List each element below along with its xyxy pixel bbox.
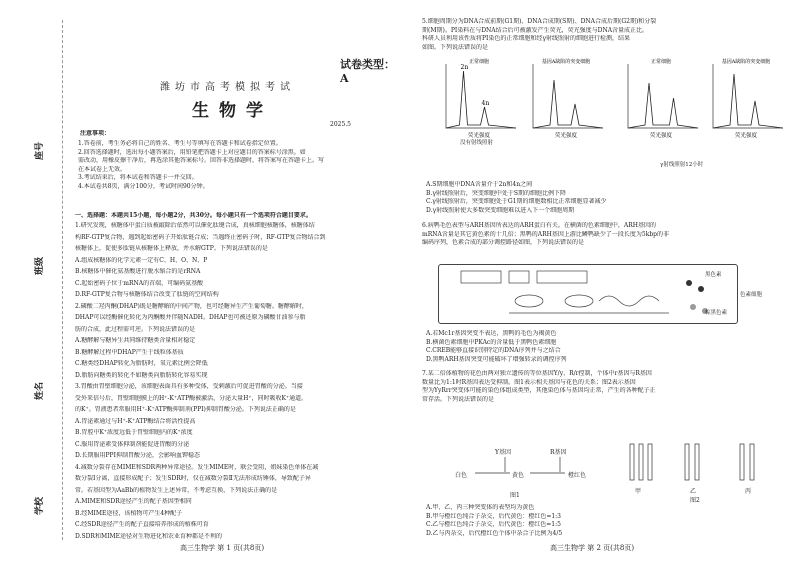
regulator-box xyxy=(537,271,587,283)
label-name: 姓名 xyxy=(35,381,45,400)
text-line: 期(M期)。PI染料在与DNA结合后可被激发产生荧光，荧光强度与DNA含量成正比。 xyxy=(422,26,649,34)
text-line: C.γ射线照射后，突变细胞处于G1期的细胞数相比正常细胞显著减少 xyxy=(426,198,607,206)
chromosome xyxy=(750,444,754,480)
melanin-granule xyxy=(686,280,692,286)
text-line: DHAP可以经酶催化转化为丙酮酸并伴随NADH。DHAP也可被还原为磷酸甘油参与脂 xyxy=(75,314,306,321)
page-footer: 高三生物学 第 2 页(共8页) xyxy=(550,544,635,552)
text-line: 受外来信号后，胃壁细胞膜上的H⁺-K⁺ATP酶被激活，分泌大量H⁺，同时吸收K⁺通道。 xyxy=(75,394,308,402)
exam-title: 潍坊市高考模拟考试 xyxy=(160,82,295,93)
text-line: 5.细胞周期分为DNA合成前期(G1期)、DNA合成期(S期)、DNA合成后期(G2期)和分裂 xyxy=(422,18,657,25)
text-line: 肪的合成，此过程需可逆。下列说法错误的是 xyxy=(75,325,196,333)
text-line: 数分裂Ⅰ分离，直接形成配子；发生SDR时，仅在减数分裂Ⅱ无法形成纺锤体，导致配子异 xyxy=(75,475,311,482)
q5-caption-no-radiation: 没有射线照射 xyxy=(460,140,494,146)
chart-title: 基因A缺陷的突变细胞 xyxy=(541,59,591,65)
peak-label: 4n xyxy=(481,100,490,107)
text-line: 2.磷酸二羟丙酮(DHAP)既是糖酵解的中间产物，也可经糖异生产生葡萄糖。糖酵解时， xyxy=(75,302,308,310)
chart-title: 正常细胞 xyxy=(650,59,672,65)
chromosome xyxy=(639,444,643,480)
text-line: 1.研究发现，核糖体中蛋白质被敲除后依然可以催化肽键合成，真核细胞核糖体，核糖体结 xyxy=(75,222,315,229)
text-line: D.黑鸭ARH基因突变可能破坏了增强转录的调控序列 xyxy=(426,355,567,363)
type-jia xyxy=(630,444,652,480)
histogram-line xyxy=(628,83,698,128)
chromosome xyxy=(695,444,699,480)
fig2-label-bing: 丙 xyxy=(745,488,752,495)
text-line: 4.减数分裂存在MIME和SDR两种异常途径。发生MIME时，联会受阻，姐妹染色单体在减 xyxy=(75,463,319,471)
text-line: 3.胃酸由胃壁细胞分泌，该细胞表面具有多种受体，受刺激后可促进胃酸的分泌。当接 xyxy=(75,383,303,390)
exam-type: 试卷类型：A xyxy=(340,58,395,85)
label-school: 学校 xyxy=(35,496,45,515)
text-line: D.乙与丙杂交，后代橙红色个体中杂合子比例为4/5 xyxy=(426,529,563,537)
text-line: C.服用胃泌素受体抑制剂能促进胃酸的分泌 xyxy=(75,440,190,448)
peak-label: 2n xyxy=(460,64,469,71)
q6-pathway-diagram xyxy=(438,264,738,324)
fig2-label-yi: 乙 xyxy=(690,488,697,495)
text-line: C.CREB能够直接识别特定的DNA序列并与之结合 xyxy=(426,347,561,355)
text-line: D.SDR和MIME途径对生物进化和农业育种都是不利的 xyxy=(75,532,222,540)
pheomelanin-granule xyxy=(690,304,696,310)
text-line: A.若Mc1r基因突变不表达，黑鸭的毛色为褐黄色 xyxy=(426,330,557,337)
text-line: 7.某二倍体植物的花色由两对独立遗传的等位基因Y/y、R/r控制，个体中r基因与R基因 xyxy=(422,370,652,377)
label-class: 班级 xyxy=(35,256,45,275)
q5-chart xyxy=(620,58,702,146)
axis xyxy=(628,64,698,128)
notice-title: 注意事项： xyxy=(80,130,111,137)
fig1-orange: 橙红色 xyxy=(568,472,587,479)
receptor-box xyxy=(461,271,501,283)
text-line: D.长期服用PPI抑制胃酸分泌，会影响血钾稳态 xyxy=(75,452,200,459)
text-line: B.糖酵解过程中DHAP产生于线粒体基质 xyxy=(75,348,184,356)
chart-title: 基因A缺陷的突变细胞 xyxy=(721,59,771,65)
student-info-sidebar xyxy=(2,60,62,530)
text-line: D.RF-GTP复合物与核糖体结合改变了肽链的空间结构 xyxy=(75,291,219,298)
fig1-yellow: 黄色 xyxy=(512,472,525,479)
x-axis-label: 荧光强度 xyxy=(649,133,673,139)
text-line: A.S期细胞中DNA含量介于2n和4n之间 xyxy=(426,181,533,188)
q5-chart xyxy=(525,58,607,146)
q6-label-pheomelanin: 棕黑色素 xyxy=(705,310,728,316)
right-page xyxy=(400,0,800,565)
text-line: 3.考试结束后，将本试卷和答题卡一并交回。 xyxy=(78,174,198,182)
text-line: 常。若基因型为AaBb的植物发生上述异常，不考虑互换，下列说法正确的是 xyxy=(75,486,278,494)
q6-label-cell: 色素细胞 xyxy=(740,292,763,298)
q6-pathway-svg xyxy=(439,265,739,325)
text-line: A.MIME和SDR途径产生的配子基因型相同 xyxy=(75,498,192,505)
text-line: C.乙与橙红色纯合子杂交，后代黄色：橙红色=1:5 xyxy=(426,521,561,529)
fig2-caption: 图2 xyxy=(690,497,700,504)
type-bing xyxy=(740,444,754,480)
text-line: 4.本试卷共8页，满分100分，考试时间90分钟。 xyxy=(78,183,209,190)
text-line: B.核糖体中催化氨基酸进行脱水缩合的是rRNA xyxy=(75,268,201,275)
melanin-granule xyxy=(698,286,704,292)
text-line: A.胃泌素通过与H⁺-K⁺ATP酶结合将活性提高 xyxy=(75,417,196,425)
q6-label-eumelanin: 黑色素 xyxy=(705,272,722,278)
chart-title: 正常细胞 xyxy=(468,59,490,65)
fig1-caption: 图1 xyxy=(510,492,520,499)
text-line: B.γ射线照射后，突变细胞中处于S期的细胞比例下降 xyxy=(426,189,567,197)
text-line: D.脂肪向糖类的转化不如糖类向脂肪转化容易实现 xyxy=(75,371,208,379)
text-line: 如图。下列说法错误的是 xyxy=(422,43,489,51)
text-line: C.起始密码子位于mRNA的首端，可编码氨基酸 xyxy=(75,279,204,287)
axis xyxy=(446,64,516,128)
fig1-gene-y: Y基因 xyxy=(495,449,511,456)
subject-title: 生物学 xyxy=(192,101,273,121)
text-line: 数量比为1:1时R基因表达受抑制。图1表示相关基因与花色的关系；图2表示基因 xyxy=(422,378,636,386)
text-line: 的K⁺。胃液患者常服用H⁺-K⁺ATP酶抑制剂(PPI)抑制胃酸分泌。下列说法正确的是 xyxy=(75,406,296,413)
text-line: B.胃腔中K⁺浓度远低于胃壁细胞内的K⁺浓度 xyxy=(75,429,193,436)
text-line: 需改动，用橡皮擦干净后，再选涂其他答案标号。回答非选择题时，将答案写在答题卡上。写 xyxy=(78,157,325,165)
text-line: C.糖类经DHAP转化为脂肪时，氧元素比例会降低 xyxy=(75,360,208,367)
chromosome xyxy=(685,444,689,480)
text-line: A.糖酵解与糖异生共同维持糖类含量相对稳定 xyxy=(75,337,196,344)
text-line: A.甲、乙、丙三种突变体的表型均为黄色 xyxy=(426,504,535,511)
text-line: D.γ射线照射使大多数突变细胞难以进入下一个细胞周期 xyxy=(426,206,575,214)
text-line: 型为YyRrr突变体可能的染色体组成类型，其他染色体与基因均正常，产生的各种配子正 xyxy=(422,387,656,395)
fig2-svg xyxy=(625,440,785,486)
chromosome xyxy=(630,444,634,480)
text-line: 常存活。下列说法错误的是 xyxy=(422,395,495,403)
label-seat: 座号 xyxy=(35,141,45,160)
fig2-chromosome-types xyxy=(625,440,785,486)
text-line: A.组成核糖体的化学元素一定有C、H、O、N、P xyxy=(75,256,208,264)
text-line: 核糖体上，促使多肽链从核糖体上释放，并水解GTP。下列说法错误的是 xyxy=(75,245,268,252)
dna-strand xyxy=(599,296,659,306)
text-line: 构RF-GTP复合物，遇到起始密码子开始肽链合成；当遇终止密码子时，RF-GTP复合物结合到 xyxy=(75,233,326,241)
type-yi xyxy=(685,444,699,480)
text-line: B.甲与橙红色纯合子杂交，后代黄色：橙红色=1:3 xyxy=(426,512,562,520)
text-line: 1.答卷前，考生务必将自己的姓名、考生号等填写在答题卡和试卷指定位置。 xyxy=(78,140,282,147)
pkac-box xyxy=(509,271,529,283)
text-line: C.经SDR途径产生的配子直接培养形成的植株可育 xyxy=(75,521,209,528)
x-axis-label: 荧光强度 xyxy=(554,133,578,139)
text-line: 6.病鸭毛色表型与ARH基因所表达的ARH蛋白有关。在横菌的色素细胞中，ARH基因的 xyxy=(422,222,656,229)
text-line: B.经MIME途径，该植物可产生4种配子 xyxy=(75,509,183,517)
chromosome xyxy=(648,444,652,480)
chromosome xyxy=(740,444,744,480)
q5-chart xyxy=(438,58,520,146)
x-axis-label: 荧光强度 xyxy=(734,133,758,139)
creb-node xyxy=(515,295,543,307)
fig1-gene-r: R基因 xyxy=(550,449,567,456)
q5-caption-radiation: γ射线照射12小时 xyxy=(660,162,704,168)
page-footer: 高三生物学 第 1 页(共8页) xyxy=(180,544,265,552)
text-line: 2.回答选择题时，选出每小题答案后，用铅笔把答题卡上对应题目的答案标号涂黑。如 xyxy=(78,148,306,156)
text-line: 科研人员利用该性质将PI染色的正常细胞和经γ射线照射的细胞进行检测，结果 xyxy=(422,35,630,43)
text-line: 编码序列，色素合成的部分调控路径如图，下列说法错误的是 xyxy=(422,239,585,247)
axis xyxy=(533,64,603,128)
histogram-line xyxy=(533,80,603,128)
fig1-arrows xyxy=(470,455,580,475)
text-line: 在本试卷上无效。 xyxy=(78,165,127,173)
x-axis-label: 荧光强度 xyxy=(467,133,491,139)
axis xyxy=(713,64,783,128)
fig1-white: 白色 xyxy=(455,472,468,479)
q5-chart xyxy=(705,58,787,146)
fig2-label-jia: 甲 xyxy=(635,488,642,495)
exam-date: 2025.5 xyxy=(330,121,351,128)
histogram-line xyxy=(713,74,783,128)
section-one-heading: 一、选择题：本题共15小题，每小题2分，共30分。每小题只有一个选项符合题目要求。 xyxy=(75,212,312,219)
text-line: B.横菌色素细胞中PKAc的含量低于黑鸭色素细胞 xyxy=(426,338,557,346)
binding-line xyxy=(62,20,63,540)
mitf-node xyxy=(565,295,593,307)
text-line: mRNA含量是其它黄色素的十几倍；黑鸭的ARH基因上游比鳞鸭缺少了一段长度为5kbp的非 xyxy=(422,230,670,238)
